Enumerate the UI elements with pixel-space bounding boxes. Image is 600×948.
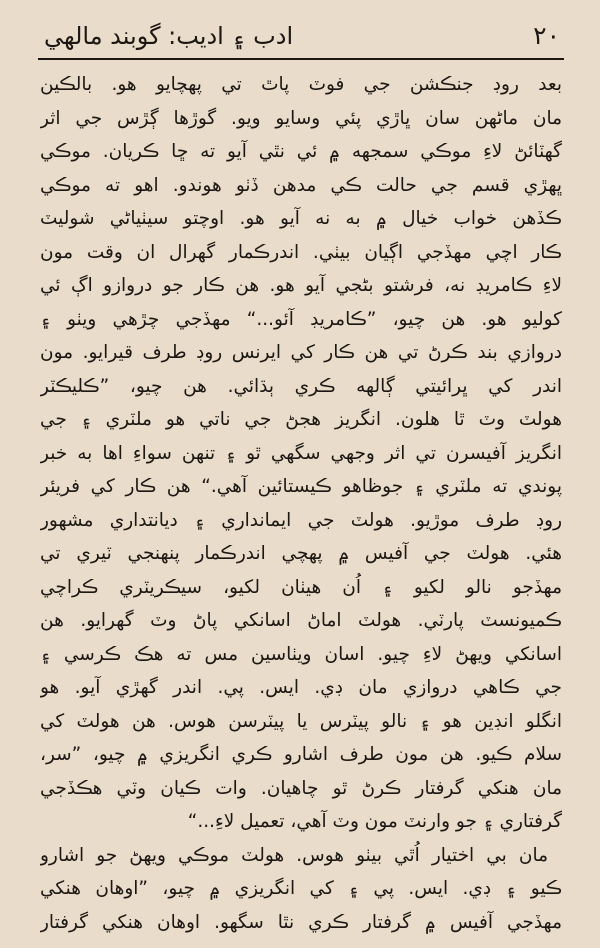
text-line: گهٽائڻ لاءِ موڪي سمجهه ۾ ئي نٿي آيو ته ڇا ڪريان. موڪي	[40, 141, 562, 162]
text-line: مان هنکي گرفتار ڪرڻ ٿو چاهيان. وات ڪيان وٽي هڪڏجي	[40, 777, 562, 799]
text-line: ڪيو ۽ ڊي. ايس. پي ۽ کي انگريزي ۾ چيو، ”اوهان هنکي	[40, 878, 562, 899]
text-line: انگريز آفيسرن تي اثر وجهي سگهي ٿو ۽ تنهن سواءِ اها به خبر	[40, 442, 562, 464]
text-line: انگلو انڊين هو ۽ نالو پيٽرس يا پيٽرسن هوس. هن هولٽ کي	[40, 710, 562, 732]
text-line: اندر کي ڀرائيتي ڳالهه ڪري ٻڌائي. هن چيو، ”ڪليڪٽر	[40, 375, 562, 397]
text-line: هولٽ وٽ ٿا هلون. انگريز هجڻ جي ناتي هو ملٽري ۽ جي	[40, 409, 562, 430]
text-line: هئي. هولٽ جي آفيس ۾ پهچي اندرڪمار پنهنجي ٽيري تي	[40, 543, 562, 564]
text-line: دروازي بند ڪرڻ تي هن ڪار کي ايرنس روڊ طرف قيرايو. مون	[40, 342, 562, 363]
text-line: ڪميونسٽ پارٽي. هولٽ اماڻ اسانکي پاڻ وٽ گهرايو. هن	[40, 610, 562, 631]
text-line: مان ماڻهن سان ڀاڙي پئي وسايو ويو. گوڙها ڳڙس جي اثر	[40, 107, 562, 129]
text-line: مهڏجي آفيس ۾ گرفتار ڪري نٿا سگهو. اوهان هنکي گرفتار	[40, 911, 562, 933]
text-line: بعد روڊ جنڪشن جي فوٽ پاٿ تي پهچايو هو. بالڪين	[40, 74, 562, 95]
text-line: پوندي ته ملٽري ۽ جوظاهو ڪيستائين آهي.“ هن ڪار کي فريئر	[40, 476, 562, 497]
page-number: ٢٠	[533, 21, 560, 50]
text-line: سلام ڪيو. هن مون طرف اشارو ڪري انگريزي ۾ چيو، ”سر،	[40, 744, 562, 765]
text-line: کوليو هو. هن چيو، ”ڪامريڊ آئو...“ مهڏجي چڙهي ويٺو ۽	[40, 308, 562, 330]
text-line: مان بي اختيار اُٿي بيٺو هوس. هولٽ موڪي ويهڻ جو اشارو	[40, 844, 548, 866]
header-rule	[38, 58, 564, 60]
body-text	[38, 68, 564, 939]
page-header	[38, 0, 564, 58]
text-line: گرفتاري ۽ جو وارنٽ مون وٽ آهي، تعميل لاءِ...“	[187, 811, 562, 832]
text-line: ڪار اچي مهڏجي اڳيان بيٺي. اندرڪمار گهرال ان وقت مون	[40, 241, 562, 263]
text-line: ڪڏهن خواب خيال ۾ به نه آيو هو. اوچتو سيٺياڻي شوليٽ	[40, 208, 562, 229]
running-head: ادب ۽ اديب: گوبند مالهي	[44, 22, 294, 50]
text-line: ڀهڙي قسم جي حالت ڪي مدهن ڏٺو هوندو. اهو ته موڪي	[40, 174, 562, 196]
text-line: جي ڪاهي دروازي مان ڊي. ايس. پي. اندر گهڙي آيو. هو	[40, 677, 562, 698]
text-line: روڊ طرف موڙيو. هولٽ جي ايمانداري ۽ ديانتداري مشهور	[40, 509, 562, 531]
text-line: لاءِ ڪامريڊ نه، فرشتو بڻجي آيو هو. هن ڪار جو دروازو اڳ ئي	[40, 275, 562, 296]
text-line: مهڏجو نالو لکيو ۽ اُن هيٺان لکيو، سيڪريٽري ڪراچي	[40, 576, 562, 598]
text-line: اسانکي ويهڻ لاءِ چيو. اسان ويٺاسين مس ته هڪ ڪرسي ۽	[40, 643, 562, 665]
